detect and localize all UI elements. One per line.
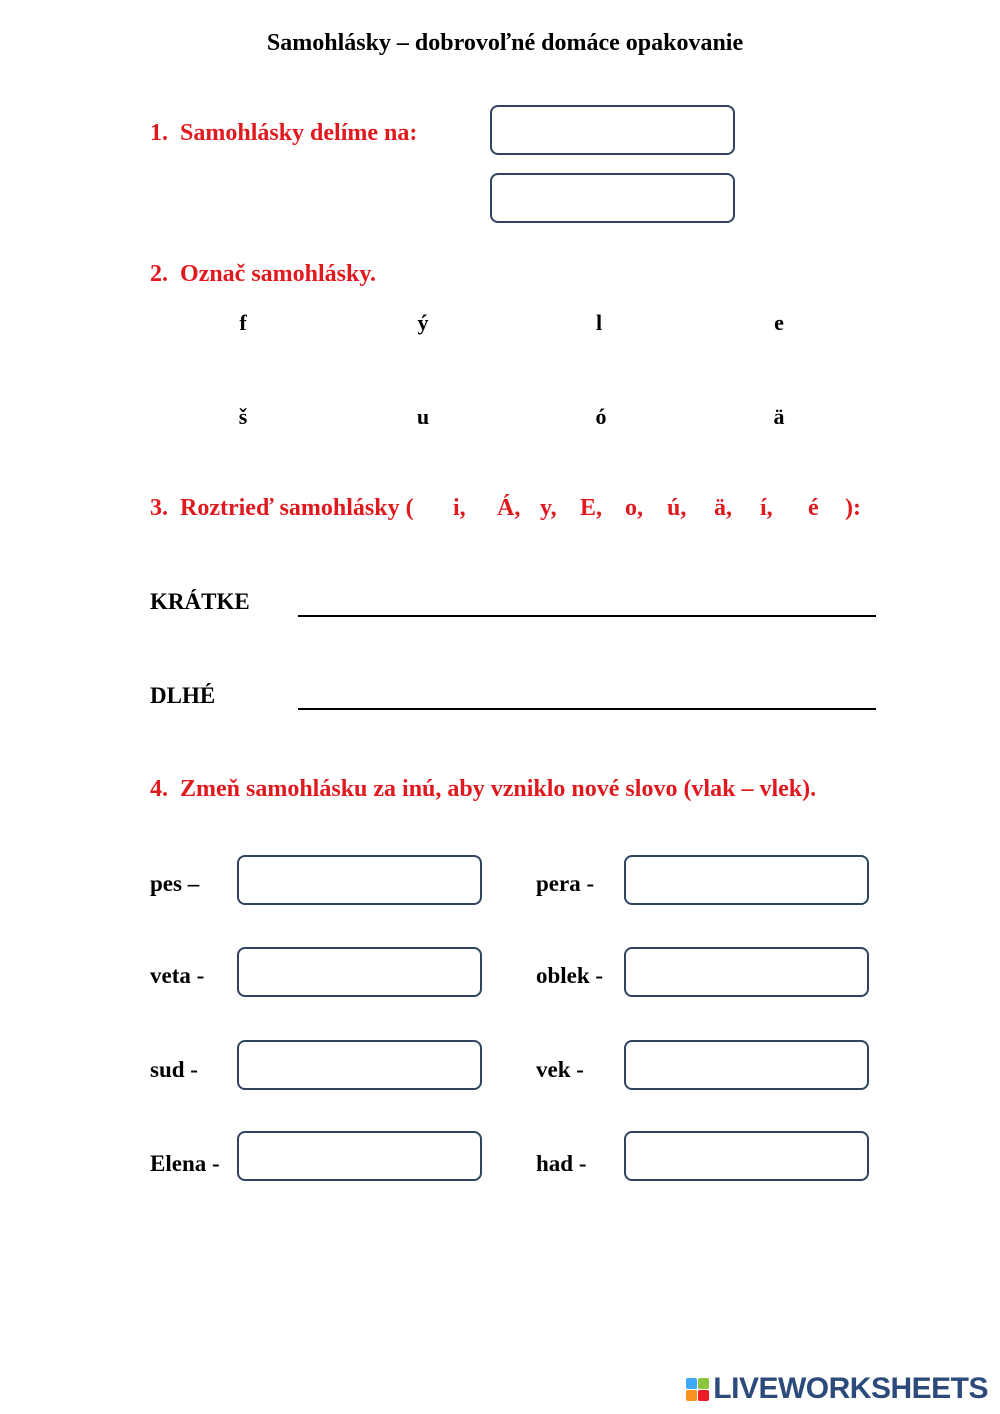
- liveworksheets-logo: [686, 1372, 988, 1406]
- logo-square-4: [698, 1390, 709, 1401]
- word-vek: vek -: [536, 1057, 584, 1082]
- vowel-item-e-acute: é: [808, 495, 819, 521]
- letter-s-caron[interactable]: š: [238, 404, 248, 429]
- task4-number: 4.: [150, 776, 168, 802]
- answer-box-had[interactable]: [624, 1131, 869, 1181]
- vowel-item-u-acute: ú,: [667, 495, 687, 521]
- page-title: Samohlásky – dobrovoľné domáce opakovanie: [266, 30, 744, 56]
- task3-number: 3.: [150, 495, 168, 521]
- answer-box-pera[interactable]: [624, 855, 869, 905]
- word-pera: pera -: [536, 871, 595, 896]
- vowel-item-o: o,: [625, 495, 643, 521]
- vowel-item-e-upper: E,: [580, 495, 603, 521]
- task3-heading: [150, 495, 414, 522]
- answer-box-pes[interactable]: [237, 855, 482, 905]
- task1-heading: [150, 120, 417, 147]
- long-vowels-label: DLHÉ: [150, 683, 216, 708]
- task2-heading: [150, 261, 376, 288]
- task1-text: Samohlásky delíme na:: [180, 120, 418, 146]
- task1-number: 1.: [150, 120, 168, 146]
- word-had: had -: [536, 1151, 587, 1176]
- short-vowels-answer-line[interactable]: [298, 615, 876, 617]
- task4-heading: [150, 776, 816, 803]
- letter-l[interactable]: l: [595, 310, 603, 335]
- task3-text: Roztrieď samohlásky (: [180, 495, 414, 521]
- vowel-item-a-umlaut: ä,: [714, 495, 732, 521]
- task4-text: Zmeň samohlásku za inú, aby vzniklo nové slovo (vlak – vlek).: [180, 776, 817, 802]
- logo-square-2: [698, 1378, 709, 1389]
- long-vowels-answer-line[interactable]: [298, 708, 876, 710]
- letter-u[interactable]: u: [416, 404, 430, 429]
- task1-answer-box-1[interactable]: [490, 105, 735, 155]
- answer-box-elena[interactable]: [237, 1131, 482, 1181]
- letter-f[interactable]: f: [239, 310, 247, 335]
- liveworksheets-logo-icon: [686, 1378, 709, 1401]
- vowel-item-y: y,: [540, 495, 557, 521]
- answer-box-veta[interactable]: [237, 947, 482, 997]
- vowel-item-i-acute: í,: [760, 495, 773, 521]
- vowel-item-a-acute: Á,: [497, 495, 521, 521]
- answer-box-vek[interactable]: [624, 1040, 869, 1090]
- letter-e[interactable]: e: [774, 310, 784, 335]
- task2-number: 2.: [150, 261, 168, 287]
- task1-answer-box-2[interactable]: [490, 173, 735, 223]
- word-sud: sud -: [150, 1057, 198, 1082]
- word-oblek: oblek -: [536, 963, 604, 988]
- word-pes: pes –: [150, 871, 200, 896]
- letter-o-acute[interactable]: ó: [595, 404, 607, 429]
- task2-text: Označ samohlásky.: [180, 261, 377, 287]
- logo-text: LIVEWORKSHEETS: [713, 1372, 988, 1405]
- short-vowels-label: KRÁTKE: [150, 589, 250, 614]
- word-elena: Elena -: [150, 1151, 220, 1176]
- logo-square-1: [686, 1378, 697, 1389]
- vowel-item-i: i,: [453, 495, 466, 521]
- logo-square-3: [686, 1390, 697, 1401]
- answer-box-sud[interactable]: [237, 1040, 482, 1090]
- letter-a-umlaut[interactable]: ä: [773, 404, 785, 429]
- letter-y-acute[interactable]: ý: [417, 310, 429, 335]
- word-veta: veta -: [150, 963, 205, 988]
- task3-close: ):: [845, 495, 861, 521]
- answer-box-oblek[interactable]: [624, 947, 869, 997]
